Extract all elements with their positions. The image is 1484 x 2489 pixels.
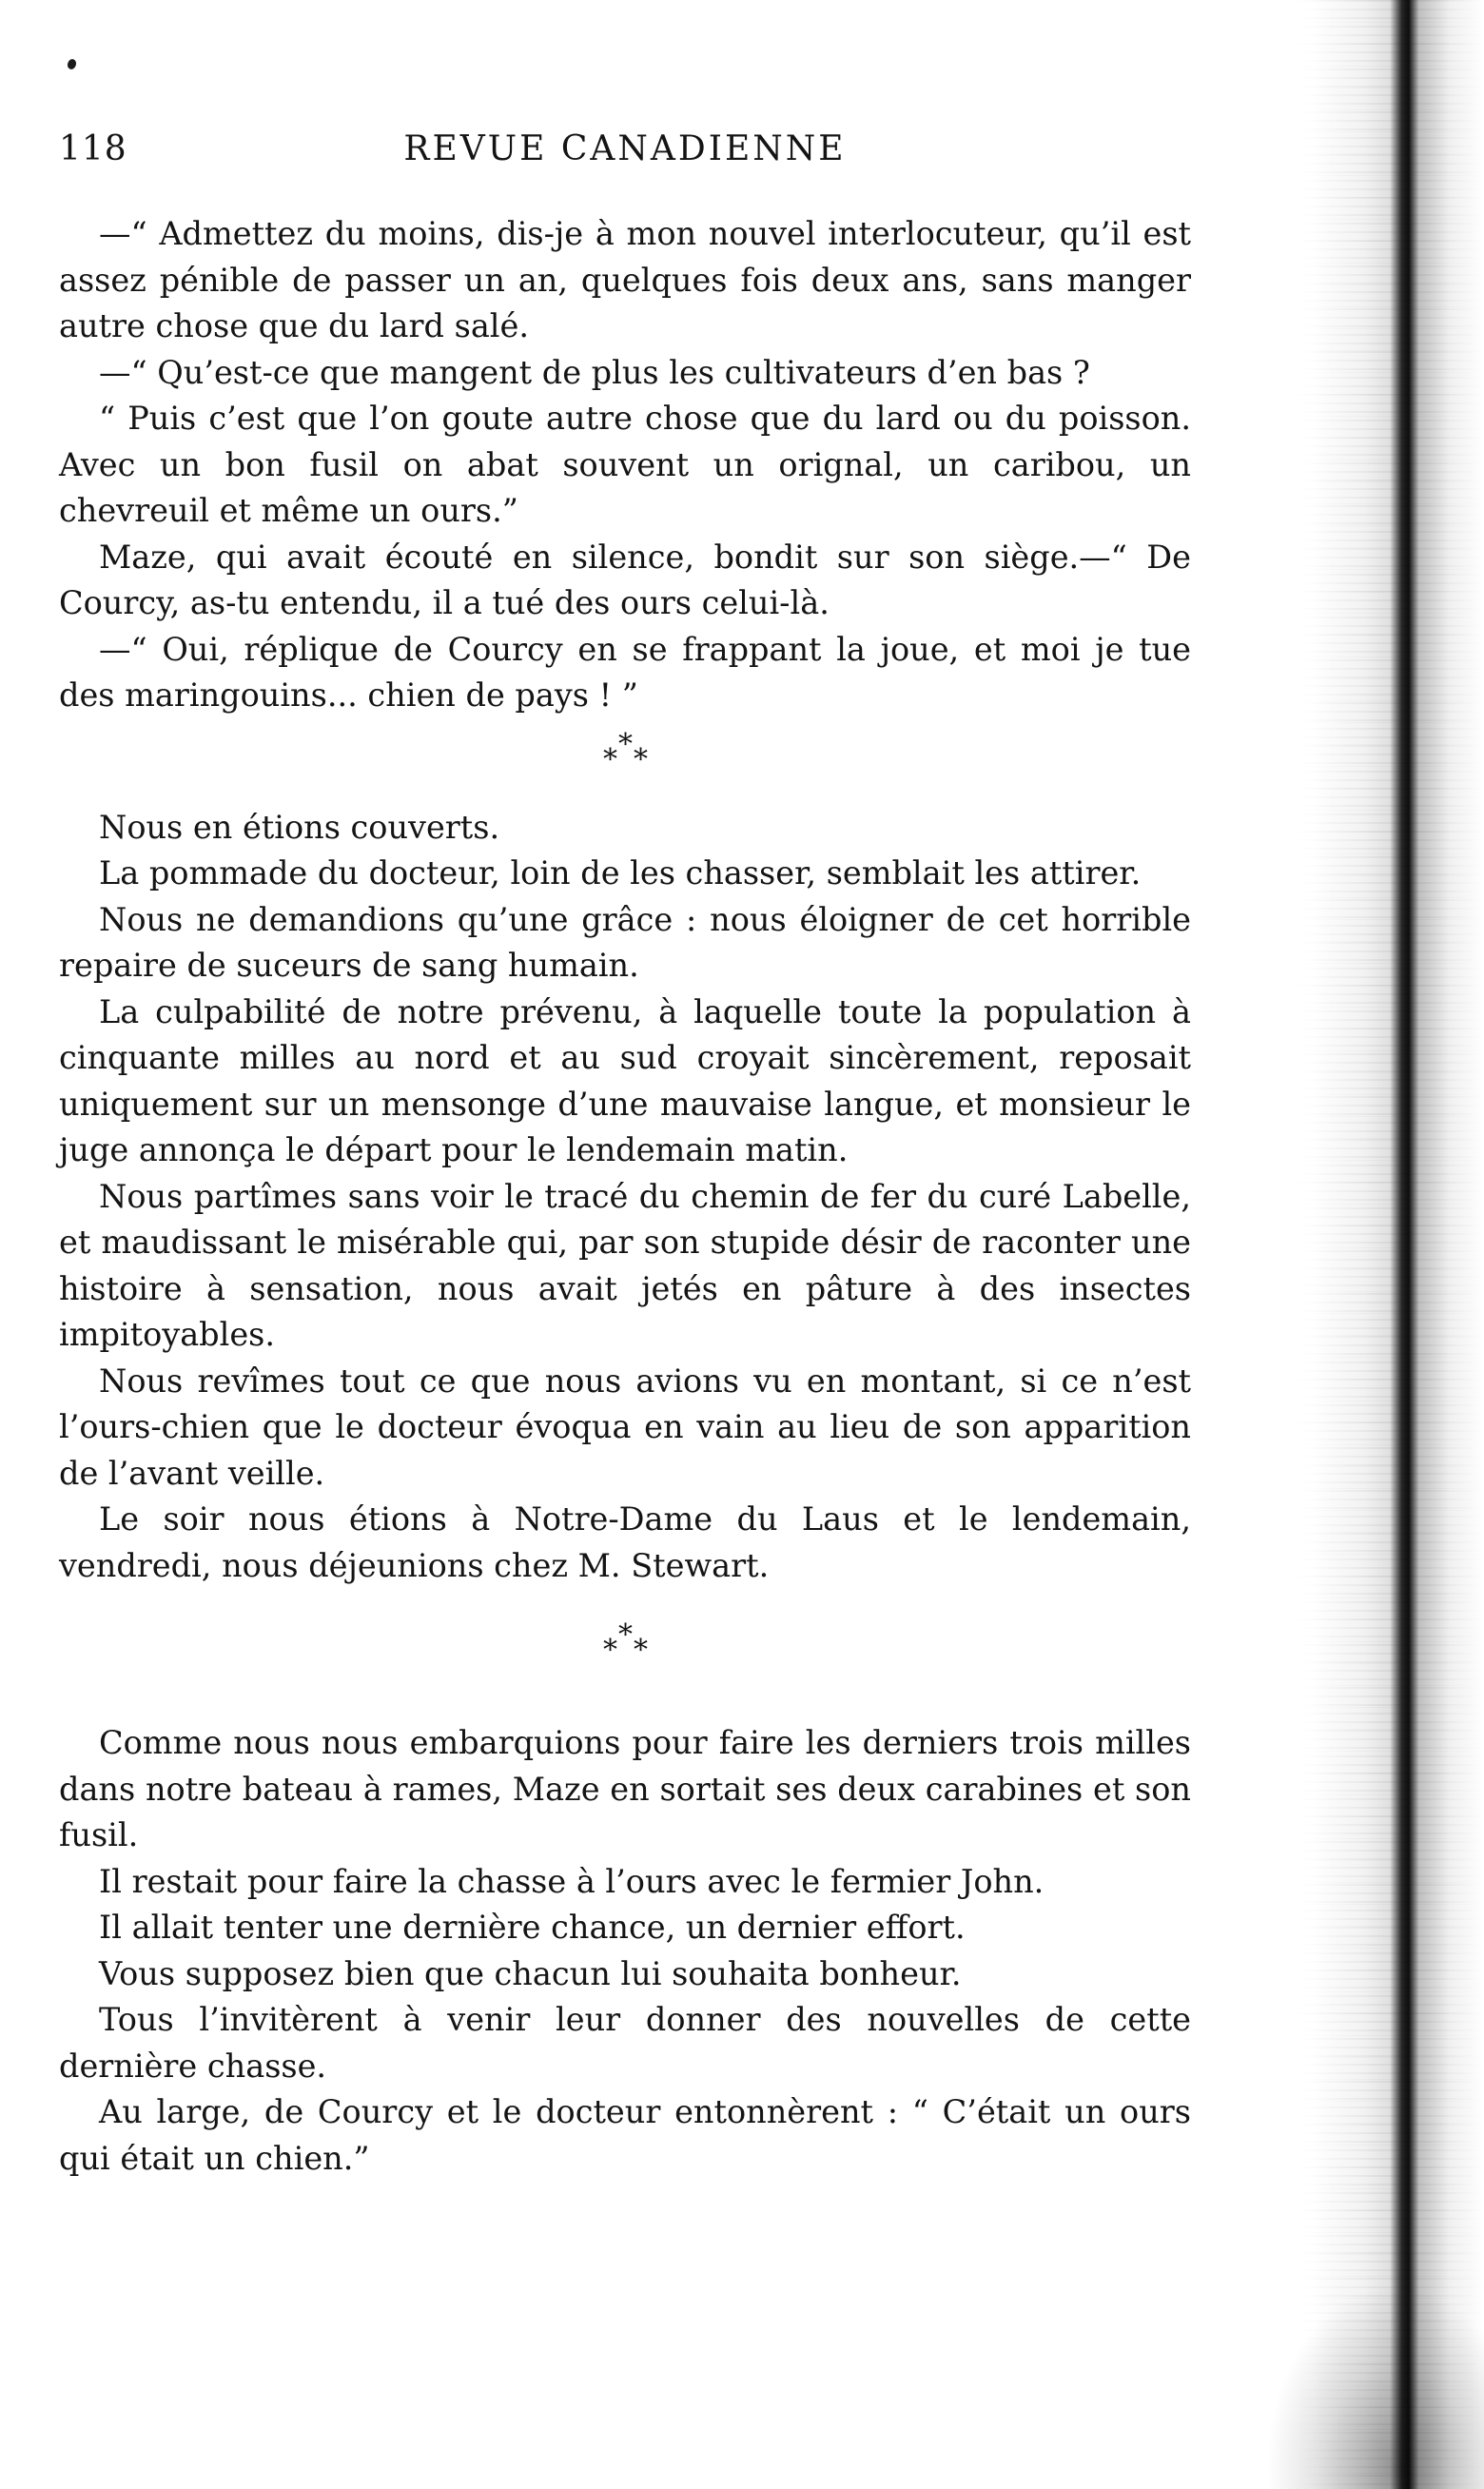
paragraph: Il restait pour faire la chasse à l’ours avec le fermier John. [99, 1862, 1045, 1900]
asterism-star: * [618, 1618, 633, 1652]
paragraph: Le soir nous étions à Notre-Dame du Laus et le lendemain, vendredi, nous déjeunions chez M. Stewart. [59, 1500, 1191, 1584]
paragraph: Nous ne demandions qu’une grâce : nous éloigner de cet horrible repaire de suceurs de sang humain. [59, 900, 1191, 984]
paragraph: —“ Admettez du moins, dis-je à mon nouvel interlocuteur, qu’il est assez pénible de passer un an, quelques fois deux ans, sans manger autre chose que du lard salé. [59, 215, 1191, 344]
section-break-asterism [59, 1589, 1191, 1720]
asterism-star: * [634, 1634, 648, 1667]
paragraph: Nous en étions couverts. [99, 808, 500, 846]
paragraph: Nous partîmes sans voir le tracé du chemin de fer du curé Labelle, et maudissant le misérable qui, par son stupide désir de raconter une histoire à sensation, nous avait jetés en pâture à des insectes impitoyables. [59, 1177, 1191, 1353]
paragraph: La culpabilité de notre prévenu, à laquelle toute la population à cinquante milles au nord et au sud croyait sincèrement, reposait uniquement sur un mensonge d’une mauvaise langue, et monsieur le juge annonça le départ pour le lendemain matin. [59, 992, 1191, 1168]
paragraph: —“ Qu’est-ce que mangent de plus les cultivateurs d’en bas ? [99, 353, 1090, 391]
section-break-asterism [59, 719, 1191, 805]
paragraph: “ Puis c’est que l’on goute autre chose que du lard ou du poisson. Avec un bon fusil on abat souvent un orignal, un caribou, un chevreuil et même un ours.” [59, 400, 1191, 529]
paragraph: Vous supposez bien que chacun lui souhaita bonheur. [99, 1954, 962, 1992]
paragraph: Il allait tenter une dernière chance, un dernier effort. [99, 1909, 966, 1946]
asterism-star: * [618, 727, 633, 761]
ink-speck [66, 58, 77, 70]
running-title: REVUE CANADIENNE [403, 129, 847, 168]
asterism-star: * [603, 1634, 617, 1667]
scan-corner-shadow [1265, 2283, 1484, 2489]
paragraph: Au large, de Courcy et le docteur entonnèrent : “ C’était un ours qui était un chien.” [59, 2093, 1191, 2177]
page-number: 118 [59, 129, 127, 168]
paragraph: La pommade du docteur, loin de les chasser, semblait les attirer. [99, 854, 1142, 892]
paragraph: Nous revîmes tout ce que nous avions vu en montant, si ce n’est l’ours-chien que le docteur évoqua en vain au lieu de son apparition de l’avant veille. [59, 1362, 1191, 1492]
paragraph: Comme nous nous embarquions pour faire les derniers trois milles dans notre bateau à rames, Maze en sortait ses deux carabines et son fusil. [59, 1724, 1191, 1853]
body-text [59, 211, 1191, 2182]
paragraph: Tous l’invitèrent à venir leur donner des nouvelles de cette dernière chasse. [59, 2001, 1191, 2085]
paragraph: —“ Oui, réplique de Courcy en se frappant la joue, et moi je tue des maringouins... chien de pays ! ” [59, 630, 1191, 714]
scan-binding-shadow [1313, 0, 1484, 2489]
page-header [59, 129, 1191, 186]
asterism-star: * [634, 742, 648, 776]
paragraph: Maze, qui avait écouté en silence, bondit sur son siège.—“ De Courcy, as-tu entendu, il a tué des ours celui-là. [59, 538, 1191, 621]
asterism-star: * [603, 742, 617, 776]
